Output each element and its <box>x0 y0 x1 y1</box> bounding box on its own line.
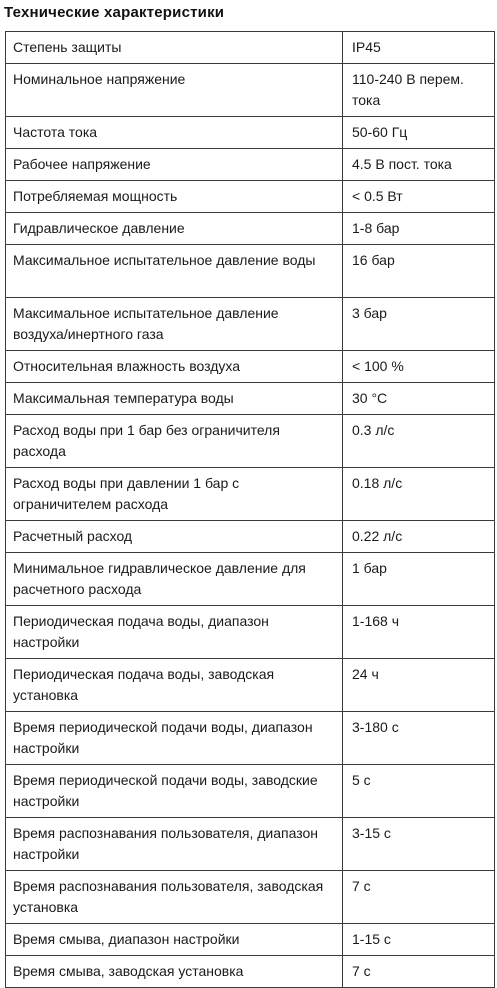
value-cell: 0.18 л/с <box>343 468 495 521</box>
param-cell: Расчетный расход <box>6 521 343 553</box>
value-cell: 7 с <box>343 871 495 924</box>
param-cell: Время смыва, заводская установка <box>6 956 343 988</box>
spec-table <box>5 31 495 988</box>
table-row <box>6 521 495 553</box>
param-cell: Минимальное гидравлическое давление для расчетного расхода <box>6 553 343 606</box>
param-cell: Максимальное испытательное давление воды <box>6 245 343 298</box>
param-cell: Время периодической подачи воды, заводские настройки <box>6 765 343 818</box>
table-row <box>6 818 495 871</box>
param-cell: Время периодической подачи воды, диапазон настройки <box>6 712 343 765</box>
value-cell: 24 ч <box>343 659 495 712</box>
value-cell: 3-180 с <box>343 712 495 765</box>
param-cell: Частота тока <box>6 117 343 149</box>
table-row <box>6 213 495 245</box>
param-cell: Расход воды при 1 бар без ограничителя расхода <box>6 415 343 468</box>
table-row <box>6 351 495 383</box>
param-cell: Расход воды при давлении 1 бар с ограничителем расхода <box>6 468 343 521</box>
param-cell: Гидравлическое давление <box>6 213 343 245</box>
param-cell: Номинальное напряжение <box>6 64 343 117</box>
table-row <box>6 117 495 149</box>
table-row <box>6 181 495 213</box>
param-cell: Относительная влажность воздуха <box>6 351 343 383</box>
param-cell: Время смыва, диапазон настройки <box>6 924 343 956</box>
table-row <box>6 32 495 64</box>
param-cell: Время распознавания пользователя, заводская установка <box>6 871 343 924</box>
table-row <box>6 298 495 351</box>
value-cell: 0.22 л/с <box>343 521 495 553</box>
value-cell: 3-15 с <box>343 818 495 871</box>
value-cell: 30 °C <box>343 383 495 415</box>
table-row <box>6 924 495 956</box>
param-cell: Периодическая подача воды, диапазон настройки <box>6 606 343 659</box>
table-row <box>6 606 495 659</box>
value-cell: 0.3 л/с <box>343 415 495 468</box>
value-cell: 3 бар <box>343 298 495 351</box>
table-row <box>6 468 495 521</box>
param-cell: Периодическая подача воды, заводская установка <box>6 659 343 712</box>
value-cell: 1-8 бар <box>343 213 495 245</box>
value-cell: 5 с <box>343 765 495 818</box>
value-cell: 1-168 ч <box>343 606 495 659</box>
table-row <box>6 712 495 765</box>
param-cell: Время распознавания пользователя, диапазон настройки <box>6 818 343 871</box>
table-row <box>6 149 495 181</box>
value-cell: 1 бар <box>343 553 495 606</box>
section-title: Технические характеристики <box>4 4 225 21</box>
table-row <box>6 415 495 468</box>
table-row <box>6 871 495 924</box>
value-cell: 7 с <box>343 956 495 988</box>
param-cell: Потребляемая мощность <box>6 181 343 213</box>
table-row <box>6 64 495 117</box>
value-cell: IP45 <box>343 32 495 64</box>
param-cell: Максимальное испытательное давление воздуха/инертного газа <box>6 298 343 351</box>
param-cell: Степень защиты <box>6 32 343 64</box>
value-cell: 4.5 В пост. тока <box>343 149 495 181</box>
value-cell: 110-240 В перем. тока <box>343 64 495 117</box>
value-cell: 1-15 с <box>343 924 495 956</box>
param-cell: Рабочее напряжение <box>6 149 343 181</box>
table-row <box>6 245 495 298</box>
table-row <box>6 553 495 606</box>
table-row <box>6 659 495 712</box>
value-cell: 50-60 Гц <box>343 117 495 149</box>
value-cell: < 100 % <box>343 351 495 383</box>
value-cell: 16 бар <box>343 245 495 298</box>
table-row <box>6 383 495 415</box>
table-row <box>6 765 495 818</box>
value-cell: < 0.5 Вт <box>343 181 495 213</box>
param-cell: Максимальная температура воды <box>6 383 343 415</box>
